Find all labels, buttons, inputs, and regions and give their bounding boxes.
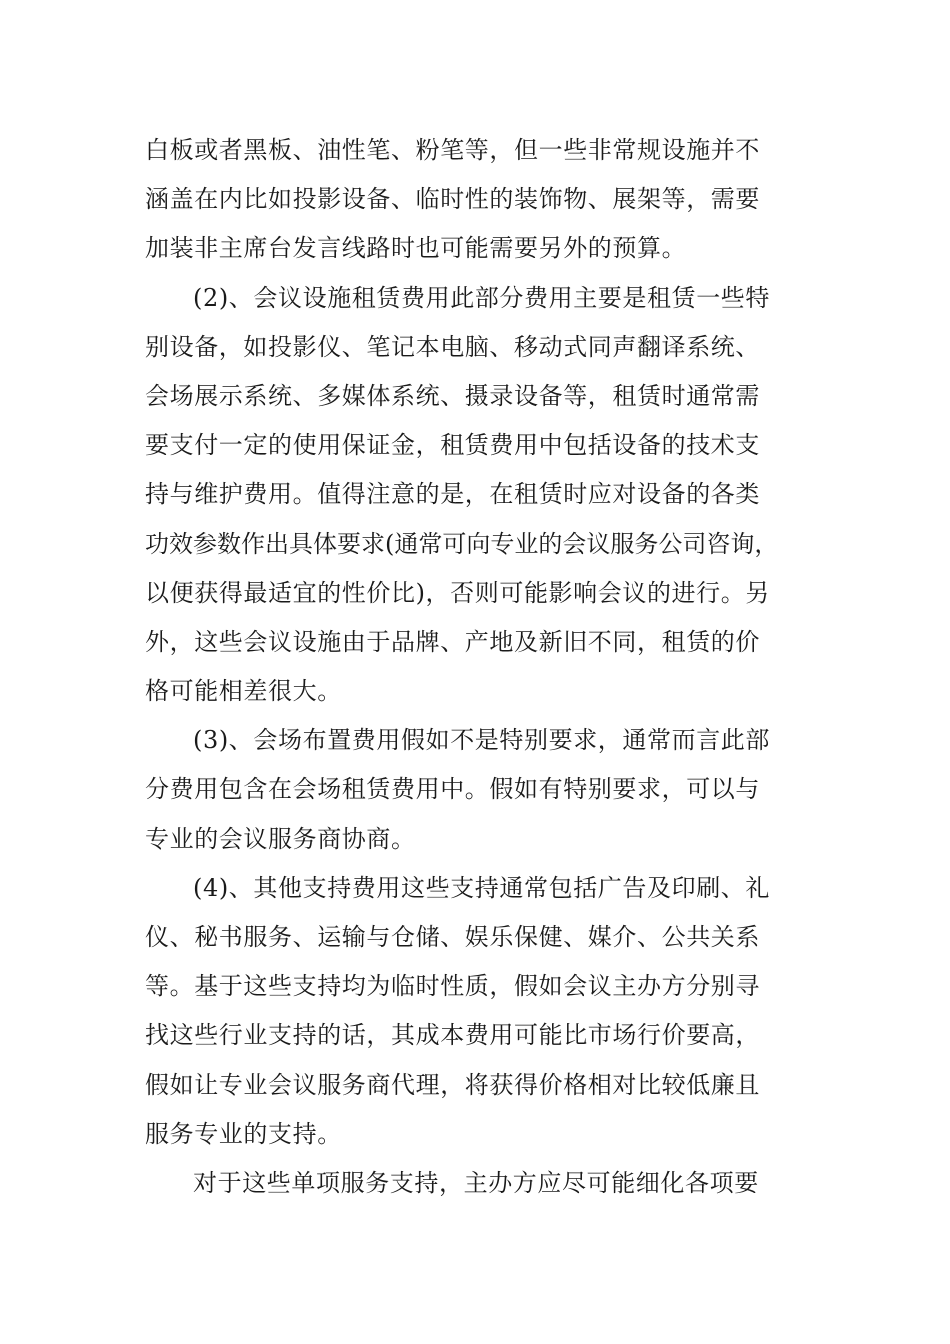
text-line: 假如让专业会议服务商代理，将获得价格相对比较低廉且 [145,1070,760,1099]
text-line: 分费用包含在会场租赁费用中。假如有特别要求，可以与 [145,775,760,804]
text-line: 要支付一定的使用保证金，租赁费用中包括设备的技术支 [145,431,760,460]
text-line: 服务专业的支持。 [145,1119,342,1148]
text-line: 专业的会议服务商协商。 [145,824,416,853]
text-line: 别设备，如投影仪、笔记本电脑、移动式同声翻译系统、 [145,332,760,361]
text-line: 以便获得最适宜的性价比)，否则可能影响会议的进行。另 [145,578,770,607]
text-line: 格可能相差很大。 [145,677,342,706]
text-line: 仪、秘书服务、运输与仓储、娱乐保健、媒介、公共关系 [145,923,760,951]
text-line: 外，这些会议设施由于品牌、产地及新旧不同，租赁的价 [145,627,760,656]
text-line: 功效参数作出具体要求(通常可向专业的会议服务公司咨询， [145,529,779,558]
paragraph-start-line: (2)、会议设施租赁费用此部分费用主要是租赁一些特 [193,283,770,312]
paragraph-start-line: 对于这些单项服务支持，主办方应尽可能细化各项要 [193,1168,759,1197]
text-line: 找这些行业支持的话，其成本费用可能比市场行价要高， [145,1021,760,1050]
body-text [145,126,825,1208]
text-line: 白板或者黑板、油性笔、粉笔等，但一些非常规设施并不 [145,136,760,164]
text-line: 会场展示系统、多媒体系统、摄录设备等，租赁时通常需 [145,381,760,410]
text-line: 持与维护费用。值得注意的是，在租赁时应对设备的各类 [145,480,760,509]
paragraph-start-line: (4)、其他支持费用这些支持通常包括广告及印刷、礼 [193,873,770,902]
text-line: 涵盖在内比如投影设备、临时性的装饰物、展架等，需要 [145,185,760,214]
text-line: 加装非主席台发言线路时也可能需要另外的预算。 [145,234,687,263]
paragraph-start-line: (3)、会场布置费用假如不是特别要求，通常而言此部 [193,726,770,755]
text-line: 等。基于这些支持均为临时性质，假如会议主办方分别寻 [145,972,760,1001]
